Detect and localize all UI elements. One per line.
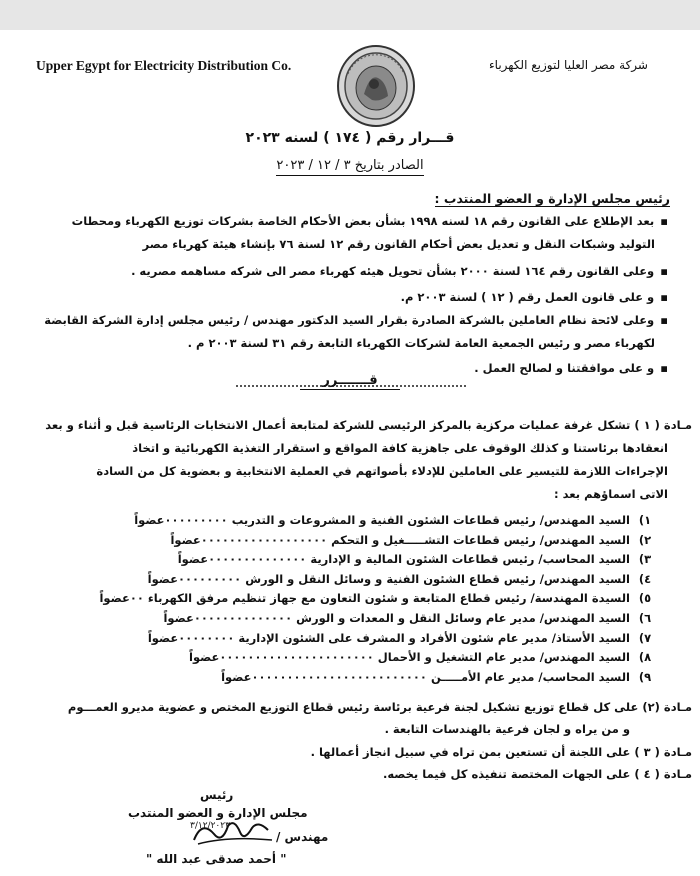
member-title: السيد الأستاذ/ مدير عام شئون الأفراد و المشرف على الشئون الإدارية bbox=[238, 630, 630, 645]
member-role: عضواً bbox=[134, 513, 165, 527]
handwritten-signature-icon bbox=[188, 816, 278, 850]
article-2-line-1 bbox=[68, 700, 692, 714]
member-number: ٨) bbox=[638, 650, 652, 665]
member-row bbox=[99, 591, 656, 605]
member-title: السيد المهندس/ رئيس قطاع الشئون الفنية و وسائل النقل و الورش bbox=[245, 571, 630, 586]
member-row bbox=[178, 552, 656, 566]
member-row bbox=[221, 670, 656, 684]
decides-heading-text: قـــــــرر bbox=[300, 373, 399, 390]
decision-title: قـــرار رقم ( ١٧٤ ) لسنه ٢٠٢٣ bbox=[245, 130, 455, 146]
member-role: عضواً bbox=[189, 650, 220, 665]
member-number: ٣) bbox=[638, 552, 652, 567]
member-number: ٩) bbox=[638, 669, 652, 684]
member-number: ٤) bbox=[638, 571, 652, 586]
preamble-line-2: التوليد وشبكات النقل و تعديل بعض أحكام القانون رقم ١٢ لسنة ٧٦ بإنشاء هيئة كهرباء مصر bbox=[142, 237, 655, 251]
article-1-line-3: الإجراءات اللازمة للتيسير على العاملين للإدلاء بأصواتهم في العملية الانتخابية و بعضوية كل من السادة bbox=[96, 464, 668, 478]
preamble-line-3: ▪ وعلى القانون رقم ١٦٤ لسنة ٢٠٠٠ بشأن تحويل هيئه كهرباء مصر الى شركه مساهمه مصريه . bbox=[131, 264, 668, 278]
article-4-text: على الجهات المختصة تنفيذه كل فيما يخصه. bbox=[382, 767, 631, 781]
preamble-line-5: ▪ وعلى لائحة نظام العاملين بالشركة الصادرة بقرار السيد الدكتور مهندس / رئيس مجلس إدارة الشركة القابضة bbox=[44, 313, 668, 327]
article-2-text-1: على كل قطاع توزيع تشكيل لجنة فرعية برئاسة رئيس قطاع التوزيع المختص و عضوية مديرو العمـــوم bbox=[67, 700, 639, 714]
article-2-line-2: و من يراه و لجان فرعية بالهندسات التابعة . bbox=[384, 722, 630, 736]
member-role: عضواً bbox=[147, 571, 178, 586]
member-row bbox=[170, 533, 656, 547]
member-role: عضواً bbox=[177, 552, 209, 567]
member-number: ٥) bbox=[638, 591, 652, 606]
member-role: عضواً bbox=[221, 669, 252, 684]
article-1-line-1 bbox=[45, 418, 692, 432]
decides-heading bbox=[0, 373, 700, 388]
member-dots: ٠٠٠٠٠٠٠٠٠٠٠٠٠٠٠٠٠٠٠٠٠٠ bbox=[219, 650, 374, 665]
scan-top-band bbox=[0, 0, 700, 30]
member-number: ٧) bbox=[638, 630, 652, 645]
member-role: عضواً bbox=[99, 591, 130, 606]
decision-date-text: الصادر بتاريخ ٣ / ١٢ / ٢٠٢٣ bbox=[276, 158, 423, 176]
member-role: عضواً bbox=[163, 611, 194, 625]
company-name-arabic: شركة مصر العليا لتوزيع الكهرباء bbox=[489, 58, 648, 72]
decision-date bbox=[0, 158, 700, 173]
member-row bbox=[134, 513, 656, 527]
article-1-text-1: تشكل غرفة عمليات مركزية بالمركز الرئيسى للشركة لمتابعة أعمال الانتخابات الرئاسية قبل و أثناء و بعد bbox=[45, 418, 631, 432]
member-dots: ٠٠٠٠٠٠٠٠٠٠٠٠٠٠ bbox=[193, 611, 293, 625]
article-3-label: مـادة ( ٣ ) bbox=[634, 745, 692, 759]
member-dots: ٠٠٠٠٠٠٠٠ bbox=[178, 630, 235, 645]
member-number: ٢) bbox=[638, 532, 652, 547]
member-role: عضواً bbox=[147, 630, 179, 645]
article-2-label: مـادة (٢) bbox=[642, 700, 692, 714]
member-row bbox=[148, 631, 656, 645]
preamble-line-1: ▪ بعد الإطلاع على القانون رقم ١٨ لسنه ١٩٩٨ بشأن بعض الأحكام الخاصة بشركات توزيع الكهرباء ومحطات bbox=[72, 214, 668, 228]
article-1-label: مـادة ( ١ ) bbox=[634, 418, 692, 432]
member-title: السيد المهندس/ رئيس قطاعات التشـــــغيل و التحكم bbox=[331, 532, 630, 547]
signature-title-1: رئيس bbox=[200, 788, 234, 802]
handwritten-date: ٣/١٢/٢٠٢٣ bbox=[190, 821, 230, 831]
article-4-line bbox=[383, 767, 692, 781]
member-title: السيدة المهندسة/ رئيس قطاع المتابعة و شئون التعاون مع جهاز تنظيم مرفق الكهرباء bbox=[147, 591, 630, 606]
preamble-line-6: لكهرباء مصر و رئيس الجمعية العامة لشركات الكهرباء التابعة رقم ٣١ لسنة ٢٠٠٣ م . bbox=[187, 336, 655, 350]
article-3-text: على اللجنة أن تستعين بمن تراه في سبيل انجاز أعمالها . bbox=[310, 745, 631, 759]
member-number: ٦) bbox=[638, 611, 652, 625]
member-dots: ٠٠ bbox=[129, 591, 144, 606]
member-dots: ٠٠٠٠٠٠٠٠٠٠٠٠٠٠٠٠٠٠٠٠٠٠٠٠٠ bbox=[251, 669, 427, 684]
article-4-label: مـادة ( ٤ ) bbox=[634, 767, 692, 781]
member-dots: ٠٠٠٠٠٠٠٠٠٠٠٠٠٠٠٠٠٠ bbox=[200, 532, 328, 547]
member-title: السيد المحاسب/ مدير عام الأمـــــن bbox=[430, 669, 630, 684]
member-dots: ٠٠٠٠٠٠٠٠٠٠٠٠٠٠ bbox=[208, 552, 307, 567]
member-row bbox=[163, 611, 656, 625]
member-row bbox=[148, 572, 656, 586]
member-title: السيد المهندس/ رئيس قطاعات الشئون الفنية و المشروعات و التدريب bbox=[231, 513, 630, 527]
signature-eng: مهندس / bbox=[276, 830, 329, 844]
article-3-line bbox=[311, 745, 692, 759]
company-name-english: Upper Egypt for Electricity Distribution Co. bbox=[36, 58, 292, 73]
company-seal-icon bbox=[334, 44, 418, 128]
member-title: السيد المهندس/ مدير عام وسائل النقل و المعدات و الورش bbox=[296, 611, 630, 625]
article-1-line-4: الاتى اسماؤهم بعد : bbox=[554, 487, 668, 501]
member-title: السيد المحاسب/ رئيس قطاعات الشئون المالية و الإدارية bbox=[310, 552, 630, 567]
member-dots: ٠٠٠٠٠٠٠٠٠ bbox=[164, 513, 228, 527]
preamble-line-4: ▪ و على قانون العمل رقم ( ١٢ ) لسنة ٢٠٠٣ م. bbox=[401, 290, 668, 304]
chairman-heading-text: رئيس مجلس الإدارة و العضو المنتدب : bbox=[434, 191, 670, 206]
member-row bbox=[189, 650, 656, 664]
article-1-line-2: انعقادها برئاستنا و كذلك الوقوف على جاهزية كافة المواقع و استقرار التغذية الكهربائية و اتخاذ bbox=[132, 441, 668, 455]
chairman-heading bbox=[435, 191, 670, 206]
member-role: عضواً bbox=[170, 532, 201, 547]
member-title: السيد المهندس/ مدير عام التشغيل و الأحمال bbox=[377, 650, 630, 665]
member-number: ١) bbox=[638, 513, 652, 527]
signature-name: " أحمد صدقى عبد الله " bbox=[146, 852, 287, 866]
signature-title-2: مجلس الإدارة و العضو المنتدب bbox=[128, 806, 308, 820]
preamble-line-7: ▪ و على موافقتنا و لصالح العمل . bbox=[474, 361, 668, 375]
member-dots: ٠٠٠٠٠٠٠٠٠ bbox=[178, 571, 242, 586]
